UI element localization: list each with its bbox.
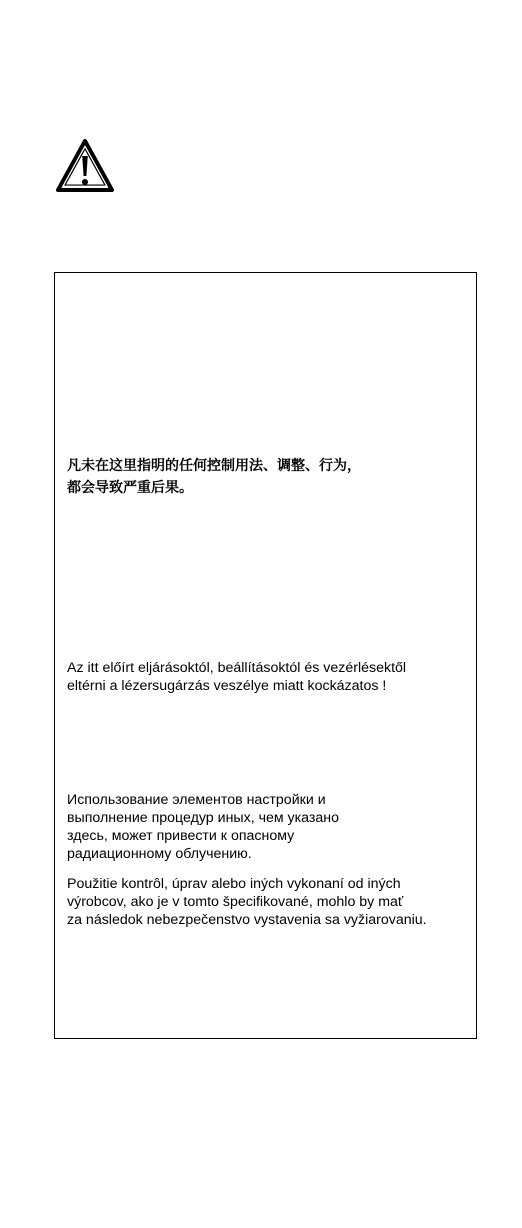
notice-russian [67, 791, 339, 863]
notice-line: Az itt előírt eljárásoktól, beállításoktól és vezérlésektől [67, 660, 407, 676]
notice-line: радиационному облучению. [67, 846, 252, 862]
laser-warning-box [54, 272, 477, 1039]
notice-line: здесь, может привести к опасному [67, 828, 295, 844]
notice-chinese [67, 455, 361, 499]
notice-line: Использование элементов настройки и [67, 792, 326, 808]
notice-line: 凡未在这里指明的任何控制用法、调整、行为， [67, 458, 361, 474]
notice-hungarian [67, 659, 406, 695]
notice-slovak [67, 875, 427, 929]
warning-triangle-icon [55, 138, 115, 194]
notice-line: Použitie kontrôl, úprav alebo iných vykonaní od iných [67, 876, 401, 892]
notice-line: выполнение процедур иных, чем указано [67, 810, 340, 826]
notice-line: za následok nebezpečenstvo vystavenia sa vyžiarovaniu. [67, 912, 427, 928]
notice-line: 都会导致严重后果。 [67, 480, 193, 496]
notice-line: výrobcov, ako je v tomto špecifikované, mohlo by mať [67, 894, 404, 910]
notice-line: eltérni a lézersugárzás veszélye miatt kockázatos ! [67, 678, 387, 694]
